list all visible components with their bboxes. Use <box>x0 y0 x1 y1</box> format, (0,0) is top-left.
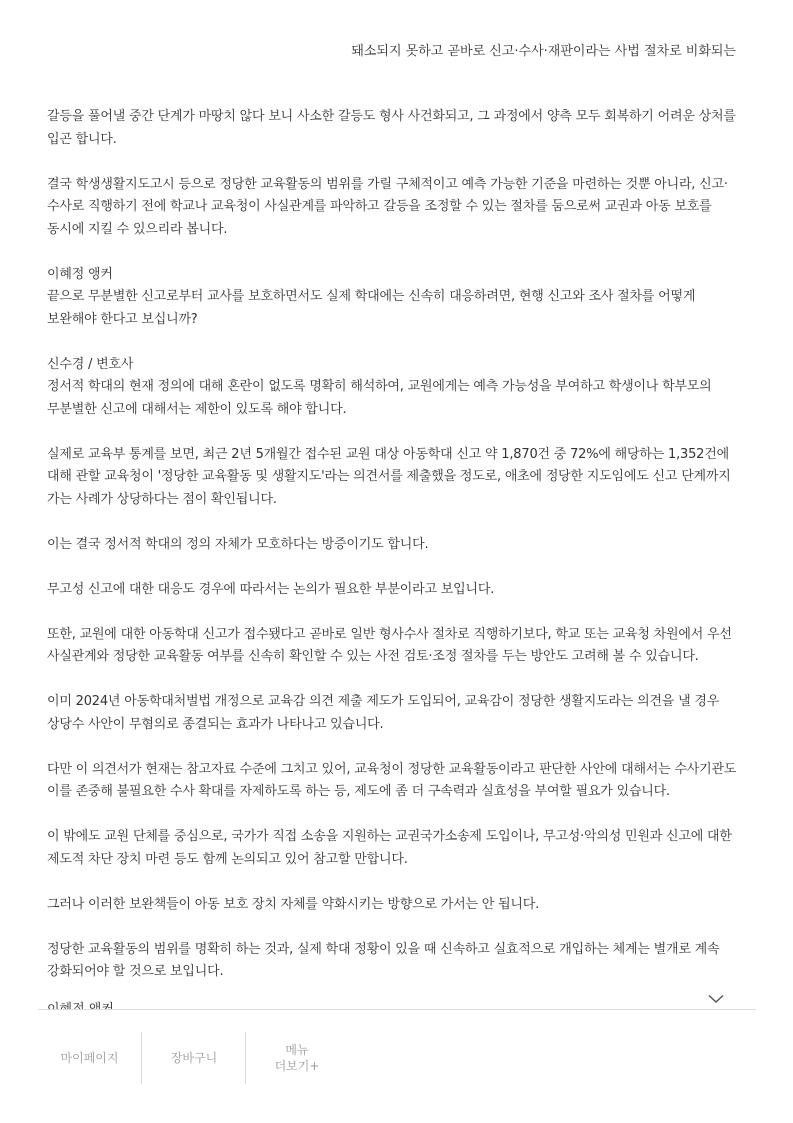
paragraph: 그러나 이러한 보완책들이 아동 보호 장치 자체를 약화시키는 방향으로 가서는 안 됩니다. <box>47 896 540 912</box>
paragraph: 정서적 학대의 현재 정의에 대해 혼란이 없도록 명확히 해석하여, 교원에게는 예측 가능성을 부여하고 학생이나 학부모의 무분별한 신고에 대해서는 제한이 있도록 해야 합니다. <box>47 379 712 417</box>
mypage-button[interactable] <box>38 1032 141 1084</box>
paragraph: 이는 결국 정서적 학대의 정의 자체가 모호하다는 방증이기도 합니다. <box>47 536 429 552</box>
paragraph: 다만 이 의견서가 현재는 참고자료 수준에 그치고 있어, 교육청이 정당한 교육활동이라고 판단한 사안에 대해서는 수사기관도 이를 존중해 불필요한 수사 확대를 자제하도록 하는 등, 제도에 좀 더 구속력과 실효성을 부여할 필요가 있습니다. <box>47 761 737 799</box>
paragraph: 갈등을 풀어낼 중간 단계가 마땅치 않다 보니 사소한 갈등도 형사 사건화되고, 그 과정에서 양측 모두 회복하기 어려운 상처를 입곤 합니다. <box>47 109 736 147</box>
bottom-nav-bar <box>38 1009 756 1123</box>
mypage-label: 마이페이지 <box>60 1051 119 1065</box>
article-body <box>47 106 747 984</box>
cart-label: 장바구니 <box>170 1051 218 1065</box>
speaker-label-anchor: 이혜정 앵커 <box>47 266 113 282</box>
paragraph-question: 끝으로 무분별한 신고로부터 교사를 보호하면서도 실제 학대에는 신속히 대응하려면, 현행 신고와 조사 절차를 어떻게 보완해야 한다고 보십니까? <box>47 289 696 327</box>
chevron-down-icon[interactable] <box>706 990 726 1008</box>
paragraph: 무고성 신고에 대한 대응도 경우에 따라서는 논의가 필요한 부분이라고 보입니다. <box>47 581 495 597</box>
more-menu-button[interactable] <box>246 1032 348 1084</box>
more-menu-label-line1: 메뉴 <box>285 1043 309 1057</box>
previous-line-fragment: 돼소되지 못하고 곧바로 신고·수사·재판이라는 사법 절차로 비화되는 <box>351 44 736 59</box>
more-menu-label-line2: 더보기+ <box>274 1059 320 1073</box>
speaker-label-lawyer: 신수경 / 변호사 <box>47 356 134 372</box>
paragraph: 이 밖에도 교원 단체를 중심으로, 국가가 직접 소송을 지원하는 교권국가소송제 도입이나, 무고성·악의성 민원과 신고에 대한 제도적 차단 장치 마련 등도 함께 논의되고 있어 참고할 만합니다. <box>47 829 732 867</box>
paragraph: 결국 학생생활지도고시 등으로 정당한 교육활동의 범위를 가릴 구체적이고 예측 가능한 기준을 마련하는 것뿐 아니라, 신고·수사로 직행하기 전에 학교나 교육청이 사실관계를 파악하고 갈등을 조정할 수 있는 절차를 둠으로써 교권과 아동 보호를 동시에 지킬 수 있으리라 봅니다. <box>47 176 728 237</box>
paragraph: 이미 2024년 아동학대처벌법 개정으로 교육감 의견 제출 제도가 도입되어, 교육감이 정당한 생활지도라는 의견을 낼 경우 상당수 사안이 무혐의로 종결되는 효과가 나타나고 있습니다. <box>47 694 720 732</box>
paragraph: 실제로 교육부 통계를 보면, 최근 2년 5개월간 접수된 교원 대상 아동학대 신고 약 1,870건 중 72%에 해당하는 1,352건에 대해 관할 교육청이 '정당한 교육활동 및 생활지도'라는 의견서를 제출했을 정도로, 애초에 정당한 지도임에도 신고 단계까지 가는 사례가 상당하다는 점이 확인됩니다. <box>47 446 731 507</box>
clipped-next-line <box>47 999 114 1009</box>
paragraph: 정당한 교육활동의 범위를 명확히 하는 것과, 실제 학대 정황이 있을 때 신속하고 실효적으로 개입하는 체계는 별개로 계속 강화되어야 할 것으로 보입니다. <box>47 941 720 979</box>
paragraph: 또한, 교원에 대한 아동학대 신고가 접수됐다고 곧바로 일반 형사수사 절차로 직행하기보다, 학교 또는 교육청 차원에서 우선 사실관계와 정당한 교육활동 여부를 신속히 확인할 수 있는 사전 검토·조정 절차를 두는 방안도 고려해 볼 수 있습니다. <box>47 626 732 664</box>
cart-button[interactable] <box>142 1032 246 1084</box>
